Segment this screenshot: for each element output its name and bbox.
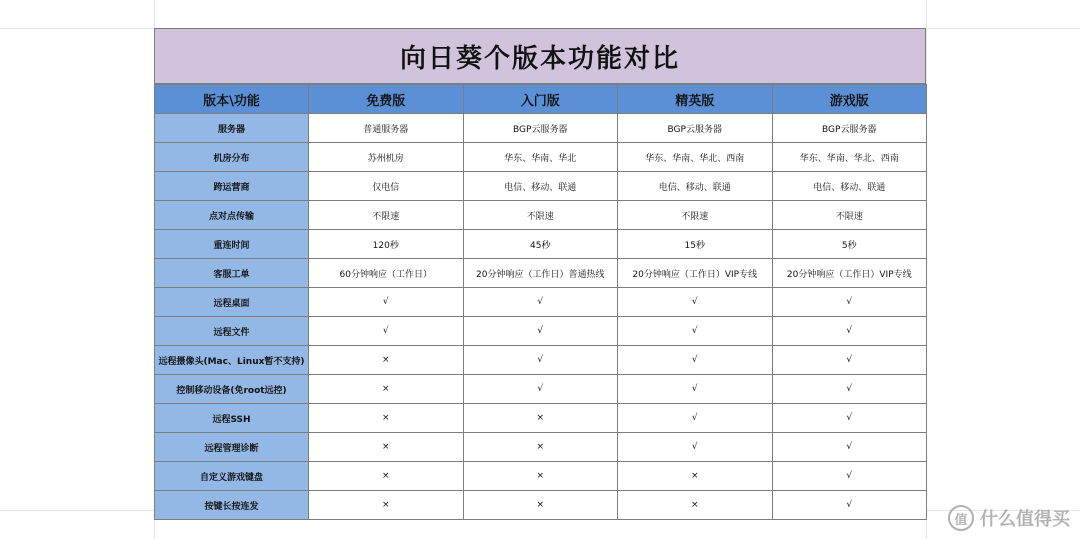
value-cell: 苏州机房 [309, 143, 464, 172]
value-cell: √ [618, 404, 773, 433]
value-cell: BGP云服务器 [618, 114, 773, 143]
value-cell: √ [463, 346, 618, 375]
value-cell: 5秒 [772, 230, 927, 259]
value-cell: √ [772, 462, 927, 491]
value-cell: 不限速 [772, 201, 927, 230]
value-cell: √ [618, 317, 773, 346]
value-cell: BGP云服务器 [463, 114, 618, 143]
value-cell: × [309, 491, 464, 520]
feature-cell: 远程摄像头(Mac、Linux暂不支持) [155, 346, 309, 375]
value-cell: 电信、移动、联通 [772, 172, 927, 201]
table-row [155, 143, 927, 172]
feature-cell: 远程桌面 [155, 288, 309, 317]
table-row [155, 114, 927, 143]
value-cell: √ [772, 404, 927, 433]
value-cell: × [309, 404, 464, 433]
value-cell: 45秒 [463, 230, 618, 259]
value-cell: 60分钟响应（工作日） [309, 259, 464, 288]
value-cell: 华东、华南、华北、西南 [772, 143, 927, 172]
watermark [948, 505, 1070, 531]
feature-cell: 自定义游戏键盘 [155, 462, 309, 491]
table-row [155, 346, 927, 375]
value-cell: 不限速 [618, 201, 773, 230]
feature-cell: 机房分布 [155, 143, 309, 172]
value-cell: √ [618, 346, 773, 375]
header-cell: 入门版 [463, 85, 618, 114]
value-cell: √ [772, 433, 927, 462]
feature-cell: 服务器 [155, 114, 309, 143]
table-row [155, 288, 927, 317]
feature-cell: 重连时间 [155, 230, 309, 259]
value-cell: √ [772, 375, 927, 404]
table-row [155, 404, 927, 433]
table-row [155, 433, 927, 462]
table-row [155, 201, 927, 230]
value-cell: √ [309, 317, 464, 346]
value-cell: √ [618, 433, 773, 462]
feature-cell: 控制移动设备(免root远控) [155, 375, 309, 404]
value-cell: 15秒 [618, 230, 773, 259]
value-cell: √ [772, 288, 927, 317]
value-cell: 仅电信 [309, 172, 464, 201]
table-row [155, 462, 927, 491]
table-row [155, 172, 927, 201]
value-cell: × [618, 491, 773, 520]
watermark-text: 什么值得买 [980, 509, 1070, 530]
feature-cell: 远程SSH [155, 404, 309, 433]
value-cell: 华东、华南、华北 [463, 143, 618, 172]
value-cell: √ [772, 346, 927, 375]
header-cell: 版本\功能 [155, 85, 309, 114]
value-cell: √ [618, 375, 773, 404]
value-cell: √ [618, 288, 773, 317]
value-cell: 20分钟响应（工作日）普通热线 [463, 259, 618, 288]
header-row [155, 85, 927, 114]
feature-cell: 客服工单 [155, 259, 309, 288]
value-cell: 华东、华南、华北、西南 [618, 143, 773, 172]
table-row [155, 259, 927, 288]
brand-logo-icon: 值 [948, 505, 974, 531]
table-body [155, 114, 927, 520]
value-cell: × [309, 462, 464, 491]
value-cell: 20分钟响应（工作日）VIP专线 [618, 259, 773, 288]
header-cell: 免费版 [309, 85, 464, 114]
value-cell: √ [463, 317, 618, 346]
feature-cell: 远程文件 [155, 317, 309, 346]
table-title: 向日葵个版本功能对比 [154, 28, 926, 84]
comparison-table [154, 84, 927, 520]
value-cell: × [463, 404, 618, 433]
value-cell: √ [463, 288, 618, 317]
feature-cell: 点对点传输 [155, 201, 309, 230]
header-cell: 精英版 [618, 85, 773, 114]
table-row [155, 375, 927, 404]
value-cell: 不限速 [463, 201, 618, 230]
value-cell: √ [772, 491, 927, 520]
value-cell: × [309, 346, 464, 375]
comparison-sheet [154, 28, 926, 510]
header-cell: 游戏版 [772, 85, 927, 114]
feature-cell: 跨运营商 [155, 172, 309, 201]
value-cell: × [463, 462, 618, 491]
value-cell: × [309, 433, 464, 462]
feature-cell: 远程管理诊断 [155, 433, 309, 462]
value-cell: BGP云服务器 [772, 114, 927, 143]
value-cell: 120秒 [309, 230, 464, 259]
table-row [155, 491, 927, 520]
value-cell: 普通服务器 [309, 114, 464, 143]
table-row [155, 230, 927, 259]
value-cell: 20分钟响应（工作日）VIP专线 [772, 259, 927, 288]
value-cell: 电信、移动、联通 [618, 172, 773, 201]
value-cell: × [618, 462, 773, 491]
value-cell: × [463, 491, 618, 520]
value-cell: × [309, 375, 464, 404]
value-cell: √ [463, 375, 618, 404]
table-row [155, 317, 927, 346]
feature-cell: 按键长按连发 [155, 491, 309, 520]
value-cell: √ [772, 317, 927, 346]
value-cell: 不限速 [309, 201, 464, 230]
value-cell: × [463, 433, 618, 462]
value-cell: 电信、移动、联通 [463, 172, 618, 201]
value-cell: √ [309, 288, 464, 317]
